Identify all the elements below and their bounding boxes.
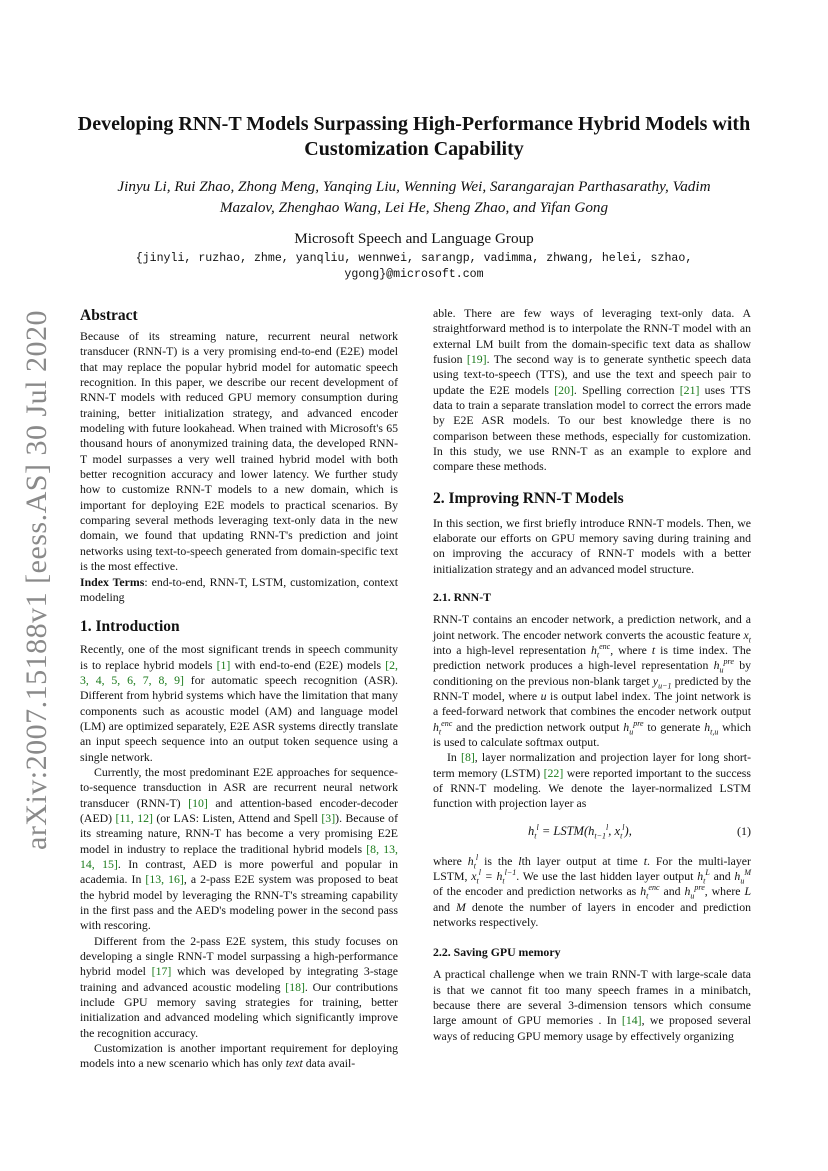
body-text: into a high-level representation (433, 642, 591, 657)
intro-text: which was developed by integrating 3-stage training and advanced acoustic modeling (80, 964, 398, 994)
body-text: is output label index. The joint network is a feed-forward network that combines the encoder network output (433, 688, 751, 719)
citation-link[interactable]: [13, 16] (145, 872, 184, 887)
intro-text: (or LAS: Listen, Attend and Spell (152, 810, 322, 825)
math-u: u (540, 688, 547, 703)
body-text: and (659, 884, 685, 899)
citation-link[interactable]: [11, 12] (115, 810, 153, 825)
math-t: t (643, 853, 647, 868)
body-text: . The second way is to generate synthetic speech data using text-to-speech (TTS), and use the text and speech pair to update the E2E models (433, 352, 751, 397)
subsection-2-2-heading: 2.2. Saving GPU memory (433, 945, 561, 960)
body-text: by conditioning on the previous non-blank target (433, 658, 751, 688)
math-h-pre: $h_u^{pre}$ (684, 883, 705, 901)
intro-paragraph-2 (80, 765, 398, 934)
intro-text: for automatic speech recognition (ASR). Different from hybrid systems which have the limitation that many components such as acoustic model (AM) and language model (LM) are optimized separately, E2E ASR systems directly translate an input speech sequence into an output token sequence using a single network. (80, 672, 398, 764)
body-text: predicted by the RNN-T model, where (433, 673, 751, 703)
equation-number: (1) (737, 823, 751, 838)
body-text: to generate (643, 719, 705, 734)
intro-text: Recently, one of the most significant trends in speech community is to replace hybrid models (80, 642, 398, 672)
body-text: , we proposed several ways of reducing GPU memory usage by effectively organizing (433, 1013, 751, 1043)
math-h-enc: $h_t^{enc}$ (640, 883, 660, 901)
math-recurrence: $x_t^l = h_t^{l-1}$ (471, 868, 517, 886)
body-text: and (433, 899, 457, 914)
rnnt-paragraph-1 (433, 612, 751, 750)
intro-text: data avail- (302, 1056, 356, 1071)
intro-paragraph-3 (80, 934, 398, 1041)
subsection-2-1-heading: 2.1. RNN-T (433, 590, 491, 605)
math-h-pre: $h_u^{pre}$ (623, 718, 644, 736)
intro-text: with end-to-end (E2E) models (230, 657, 386, 672)
index-terms-text: : end-to-end, RNN-T, LSTM, customization, context modeling (80, 574, 398, 604)
math-h-pre: $h_u^{pre}$ (713, 657, 734, 675)
citation-link[interactable]: [21] (679, 382, 700, 397)
citation-link[interactable]: [2, 3, 4, 5, 6, 7, 8, 9] (80, 657, 399, 687)
body-text: , layer normalization and projection layer for long short-term memory (LSTM) (433, 750, 751, 780)
rnnt-paragraph-3 (433, 854, 751, 931)
citation-link[interactable]: [19] (466, 352, 487, 367)
math-h-enc: $h_t^{enc}$ (433, 718, 453, 736)
citation-link[interactable]: [22] (543, 765, 564, 780)
body-text: and the prediction network output (452, 719, 624, 734)
body-text: . For the multi-layer LSTM, (433, 853, 751, 883)
section-1-heading: 1. Introduction (80, 618, 180, 636)
citation-link[interactable]: [1] (216, 657, 231, 672)
section-2-heading: 2. Improving RNN-T Models (433, 489, 624, 507)
intro-text: Customization is another important requirement for deploying models into a new scenario which has only (80, 1041, 398, 1071)
affiliation: Microsoft Speech and Language Group (294, 230, 534, 247)
body-text: . We use the last hidden layer output (516, 868, 698, 883)
intro-continued (433, 306, 751, 475)
paper-title: Developing RNN-T Models Surpassing High-Performance Hybrid Models with Customization Capability (77, 113, 751, 160)
citation-link[interactable]: [17] (151, 964, 172, 979)
intro-text: and attention-based encoder-decoder (AED) (80, 795, 398, 825)
citation-link[interactable]: [10] (188, 795, 208, 810)
intro-paragraph-1 (80, 642, 398, 765)
math-xt: $x_t$ (743, 627, 751, 644)
equation-1 (433, 818, 751, 846)
intro-text: , a 2-pass E2E system was proposed to beat the hybrid model by leveraging the RNN-T's streaming capability in the first pass and the AED's modeling power in the second pass with rescoring. (80, 872, 398, 933)
intro-text: ). Because of its streaming nature, RNN-T has become a very promising E2E model in industry to replace the traditional hybrid models (80, 810, 398, 856)
body-text: RNN-T contains an encoder network, a prediction network, and a joint network. The encoder network converts the acoustic feature (433, 612, 751, 642)
math-h-tu: $h_{t,u}$ (704, 719, 719, 736)
body-text: is the (478, 853, 519, 868)
citation-link[interactable]: [20] (554, 382, 574, 397)
body-text: able. There are few ways of leveraging text-only data. A straightforward method is to interpolate the RNN-T model with an external LM built from the domain-specific text data as shallow fusion (433, 306, 751, 367)
citation-link[interactable]: [14] (621, 1013, 642, 1028)
body-text: were reported important to the success of RNN-T modeling. We denote the layer-normalized LSTM function with projection layer as (433, 765, 751, 811)
math-L: L (744, 884, 752, 899)
body-text: , where (610, 642, 652, 657)
body-text: denote the number of layers in encoder and prediction networks respectively. (433, 899, 751, 929)
citation-link[interactable]: [3] (321, 810, 336, 825)
body-text: is time index. The prediction network produces a high-level representation (433, 642, 751, 673)
arxiv-identifier: arXiv:2007.15188v1 [eess.AS] 30 Jul 2020 (20, 310, 53, 850)
rnnt-paragraph-2 (433, 750, 751, 811)
body-text: which is used to calculate softmax output. (433, 719, 751, 749)
index-terms (80, 575, 398, 606)
intro-text: Currently, the most predominant E2E approaches for sequence-to-sequence transduction in ASR are recurrent neural network transducer (RNN-T) (80, 764, 398, 810)
left-column (80, 306, 398, 1072)
intro-text: . In contrast, AED is more powerful and popular in academia. In (80, 857, 398, 887)
math-h-enc: $h_t^{enc}$ (590, 641, 611, 660)
intro-text: . Our contributions include GPU memory saving strategies for training, better initialization and advanced modeling which significantly improve the recognition accuracy. (80, 979, 398, 1040)
index-terms-label: Index Terms (80, 574, 145, 589)
math-y: $y_{u-1}$ (652, 673, 672, 690)
math-h-M: $h_u^M$ (734, 868, 751, 886)
abstract-heading: Abstract (80, 307, 138, 324)
equation-body: $h_t^l$ = $LSTM(h_{t-1}^l$, $x_t^l$), (528, 822, 632, 841)
citation-link[interactable]: [8] (461, 750, 475, 765)
intro-paragraph-4 (80, 1041, 398, 1072)
intro-emphasis: text (285, 1056, 303, 1071)
body-text: th layer output at time (521, 853, 644, 868)
author-emails: {jinyli, ruzhao, zhme, yanqliu, wennwei, sarangp, vadimma, zhwang, helei, szhao, ygong}@microsoft.com (135, 252, 693, 281)
gpu-memory-paragraph (433, 967, 751, 1044)
body-text: uses TTS data to train a separate translation model to correct the errors made by E2E ASR models. To our best knowledge there is no comparison between these methods, especially for customization. In this study, we use RNN-T as an example to explore and compare these methods. (433, 382, 751, 474)
body-text: A practical challenge when we train RNN-T with large-scale data is that we cannot fit too many speech frames in a minibatch, because there are several 3-dimension tensors which consume large amount of GPU memories . In (433, 967, 751, 1028)
author-list: Jinyu Li, Rui Zhao, Zhong Meng, Yanqing Liu, Wenning Wei, Sarangarajan Parthasarathy, Vadim Mazalov, Zhenghao Wang, Lei He, Sheng Zhao, and Yifan Gong (117, 178, 711, 216)
body-text: of the encoder and prediction networks as (433, 884, 641, 899)
intro-text: Different from the 2-pass E2E system, this study focuses on developing a single RNN-T model surpassing a high-performance hybrid model (80, 933, 398, 979)
section-2-intro: In this section, we first briefly introduce RNN-T models. Then, we elaborate our efforts on GPU memory saving during training and on improving the accuracy of RNN-T models with a better initialization strategy and an advanced model structure. (433, 515, 751, 576)
body-text: , where (704, 884, 745, 899)
math-h-L: $h_t^L$ (697, 868, 710, 886)
citation-link[interactable]: [8, 13, 14, 15] (80, 841, 398, 871)
right-column (433, 306, 751, 1044)
body-text: In (447, 750, 462, 765)
math-l: l (518, 853, 522, 868)
abstract-text: Because of its streaming nature, recurrent neural network transducer (RNN-T) is a very promising end-to-end (E2E) model that may replace the popular hybrid model for automatic speech recognition. In this paper, we describe our recent development of RNN-T models with reduced GPU memory consumption during training, better initialization strategy, and advanced encoder modeling with future lookahead. When trained with Microsoft's 65 thousand hours of anonymized training data, the developed RNN-T model surpasses a very well trained hybrid model with both better recognition accuracy and lower latency. We further study how to customize RNN-T models to a new domain, which is important for deploying E2E models to practical scenarios. By comparing several methods leveraging text-only data in the new domain, we found that updating RNN-T's prediction and joint networks using text-to-speech generated from domain-specific text is the most effective. (80, 329, 398, 574)
math-h-l: $h_t^l$ (467, 852, 479, 870)
body-text: where (433, 853, 468, 868)
body-text: . Spelling correction (573, 382, 680, 397)
math-t: t (651, 642, 656, 657)
math-M: M (456, 899, 466, 914)
citation-link[interactable]: [18] (285, 979, 305, 994)
body-text: and (709, 868, 735, 883)
